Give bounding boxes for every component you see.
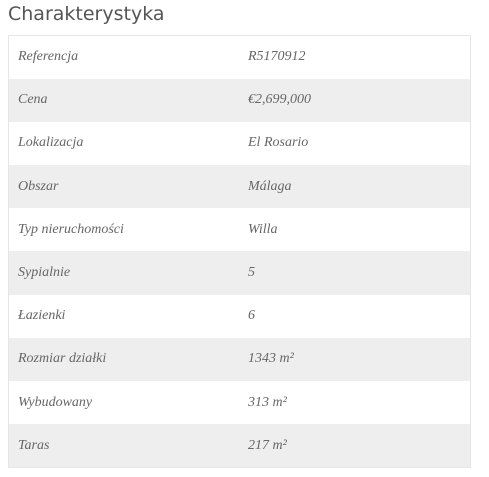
area-value: Málaga [248,178,292,194]
plot-size-value: 1343 m² [248,351,294,367]
table-row-plot-size [9,338,471,381]
characteristics-table [8,35,471,468]
bedrooms-label: Sypialnie [18,265,71,281]
price-value: €2,699,000 [248,92,311,108]
property-type-value: Willa [248,221,278,237]
property-type-label: Typ nieruchomości [18,221,124,237]
area-label: Obszar [18,178,59,194]
table-row-bathrooms [9,295,471,338]
bedrooms-value: 5 [248,265,255,281]
bathrooms-value: 6 [248,308,255,324]
reference-value: R5170912 [248,49,306,65]
built-area-value: 313 m² [248,394,287,410]
price-label: Cena [18,92,48,108]
bathrooms-label: Łazienki [18,308,66,324]
location-value: El Rosario [248,135,309,151]
table-row-terrace [9,424,471,467]
table-row-location [9,122,471,165]
table-row-built-area [9,381,471,424]
location-label: Lokalizacja [18,135,84,151]
plot-size-label: Rozmiar działki [18,351,107,367]
table-row-price [9,79,471,122]
terrace-value: 217 m² [248,437,287,453]
terrace-label: Taras [18,437,50,453]
section-title: Charakterystyka [8,3,165,25]
table-row-property-type [9,208,471,251]
table-row-area [9,165,471,208]
built-area-label: Wybudowany [18,394,93,410]
table-row-bedrooms [9,251,471,294]
reference-label: Referencja [18,49,79,65]
table-row-reference [9,36,471,79]
